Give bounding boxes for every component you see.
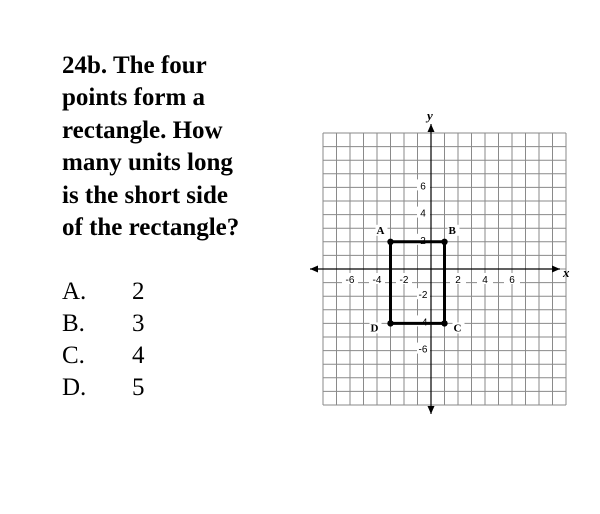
x-tick-label: -2 <box>399 275 409 286</box>
y-tick-label: 6 <box>420 181 426 193</box>
vertex-point <box>441 239 447 245</box>
y-tick-label: -4 <box>418 317 428 329</box>
x-tick-label: 2 <box>455 275 461 286</box>
choice-value: 3 <box>132 310 145 337</box>
y-axis-label: y <box>427 108 433 123</box>
x-axis-label: x <box>563 265 570 280</box>
y-tick-label: -6 <box>418 344 428 356</box>
y-tick-label: -2 <box>418 290 428 302</box>
vertex-label: A <box>376 224 385 237</box>
choice-value: 4 <box>132 342 145 369</box>
vertex-label: D <box>370 322 379 335</box>
x-tick-label: -6 <box>345 275 355 286</box>
vertex-label: B <box>448 224 456 237</box>
choice-letter: B. <box>62 310 85 337</box>
choice-letter: D. <box>62 374 87 401</box>
question-line: points form a <box>62 84 206 112</box>
y-tick-label: 4 <box>420 208 426 220</box>
y-tick-label: 2 <box>420 235 426 247</box>
vertex-point <box>387 239 393 245</box>
question-line: rectangle. How <box>62 116 223 144</box>
choice-letter: A. <box>62 278 87 305</box>
question-line: is the short side <box>62 181 228 209</box>
vertex-point <box>387 320 393 326</box>
x-tick-label: 4 <box>482 275 488 286</box>
y-axis-arrow-top <box>428 124 435 132</box>
axes <box>310 124 560 414</box>
question-line: many units long <box>62 149 233 177</box>
question-line: of the rectangle? <box>62 214 240 242</box>
x-axis-arrow-right <box>552 266 560 273</box>
x-axis-arrow-left <box>310 266 318 273</box>
x-tick-label: 6 <box>509 275 515 286</box>
x-tick-label: -4 <box>372 275 382 286</box>
vertex-point <box>441 320 447 326</box>
choice-letter: C. <box>62 342 85 369</box>
y-axis-arrow-bottom <box>428 406 435 414</box>
choice-value: 2 <box>132 278 145 305</box>
choice-value: 5 <box>132 374 145 401</box>
question-line: 24b. The four <box>62 52 207 79</box>
vertex-label: C <box>453 322 462 335</box>
